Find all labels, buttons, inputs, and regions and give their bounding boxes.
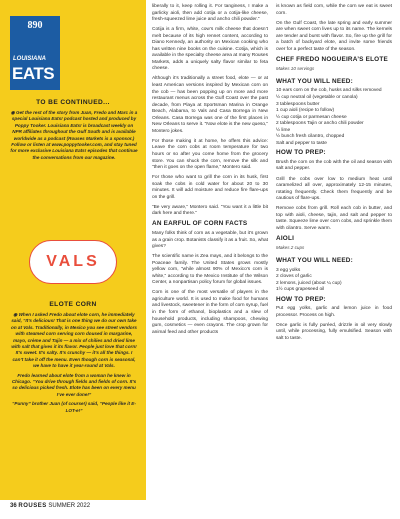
section-heading: AN EARFUL OF CORN FACTS <box>152 220 248 228</box>
list-item: Salt and pepper to taste <box>276 140 327 146</box>
paragraph: Many folks think of corn as a vegetable, but it’s grown as a grain crop. Botanists classify it as a fruit. So, what gives? <box>152 230 268 250</box>
paragraph: For those who want to grill the corn in its husk, first soak the cobs in cold water for about 20 to 30 minutes. It will add moisture and reduce fire flare-ups on the grill. <box>152 175 268 200</box>
recipe-title: CHEF FREDO NOGUEIRA’S ELOTE <box>276 55 388 63</box>
list-item: 3 egg yolks <box>276 267 301 273</box>
list-item: 10 ears corn on the cob, husks and silks removed <box>276 88 382 94</box>
issue-label: SUMMER 2022 <box>48 503 91 509</box>
elote-paragraph-3: “Punny” brother Juan (of course!) said, “People like it E-LOT-e!” <box>12 401 136 413</box>
paragraph: Corn is one of the most versatile of players in the agriculture world. It is used to make food for humans and livestock, sweetener in the form of corn syrup, fuel in the form of ethanol, bioplastics and a slew of household products, including shampoos, chewing gum, cosmetics — even crayons. The crop grown for animal feed and other products <box>152 290 268 335</box>
list-item: 2 cloves of garlic <box>276 274 312 280</box>
list-item: 2 lemons, juiced (about ¼ cup) <box>276 280 342 286</box>
vals-logo: VALS <box>29 240 117 284</box>
list-item: 1½ cups grapeseed oil <box>276 287 325 293</box>
logo-title: EATS <box>12 64 55 83</box>
method-step: Once garlic is fully puréed, drizzle in oil very slowly until, while processing, fully emulsified. Season with salt to taste. <box>276 322 392 341</box>
method-heading: HOW TO PREP: <box>276 149 326 157</box>
list-item: 3 tablespoons butter <box>276 101 320 107</box>
method-step: Put egg yolks, garlic and lemon juice in food processor. Process on high. <box>276 306 392 318</box>
list-item: ½ bunch fresh cilantro, chopped <box>276 134 345 140</box>
paragraph: is known as field corn, while the corn we eat is sweet corn. <box>276 4 392 16</box>
paragraph: On the Gulf Coast, the late spring and early summer are when sweet corn lives up to its name. The kernels are tender and burst with flavor. So, fire up the grill for a batch of backyard elote, and invite some friends over for a perfect taste of the season. <box>276 20 392 52</box>
list-item: ½ cup cotija or parmesan cheese <box>276 114 347 120</box>
ingredients-heading: WHAT YOU WILL NEED: <box>276 77 353 85</box>
method-step: Brush the corn on the cob with the oil and season with salt and pepper. <box>276 159 392 172</box>
bullet-icon: ◉ <box>13 312 19 317</box>
ingredient-list <box>276 268 392 294</box>
logo-series: LOUISIANA <box>13 56 46 62</box>
elote-heading: ELOTE CORN <box>49 301 97 308</box>
article-column-right <box>276 4 392 346</box>
sidebar-heading: TO BE CONTINUED... <box>36 99 110 106</box>
paragraph: The scientific name is Zea mays, and it belongs to the Poaceae family. The United States grows mostly yellow corn, “while almost 90% of Mexico’s corn is white,” according to the Mexico Institute of the Wilson Center, a nonpartisan policy forum for global issues. <box>152 254 268 286</box>
brand-name: ROUSES <box>18 503 47 509</box>
ingredient-list <box>276 88 392 147</box>
page-number: 36 <box>10 503 17 509</box>
paragraph: liberally to it, keep rolling it. For tanginess, I make a garlicky aioli, then add cotija or a cotija-like cheese, fresh-squeezed lime juice and ancho chili powder.” <box>152 4 268 23</box>
page-footer <box>10 503 90 509</box>
louisiana-eats-logo <box>10 16 60 90</box>
elote-sidebar-text: ◉ When I asked Fredo about elote corn, he immediately said, “It’s delicious! That is one thing we do our own take on at Vals. Traditionally, in Mexico you see street vendors with steamed corn serving corn doused in margarine, mayo, crème and Tajin — a mix of chilies and dried lime with salt that gives it its flavor. People just love that corn! It’s sweet. It’s salty. It’s crunchy — it’s all the things. I can’t take it off the menu. Even though corn is seasonal, we have to have it year-round at Vals. Fredo learned about elote from a woman he knew in Chicago. “You drive through fields and fields of corn. It’s so delicious picked fresh. Elote has been on every menu I’ve ever done!” “Punny” brother Juan (of course!) said, “People like it E-LOT-e!” <box>11 312 137 413</box>
play-icon: ◉ <box>10 110 17 115</box>
ingredients-heading: WHAT YOU WILL NEED: <box>276 257 353 264</box>
recipe-title: AIOLI <box>276 234 295 242</box>
paragraph: Although it’s traditionally a street food, elote — or at least American versions inspired by Mexican corn on the cob — has been popping up on more and more restaurant menus across the Gulf Coast over the past decade, from Playa at Sportsman Marina in Orange Beach, Alabama, to Vals and Casa Borrega in New Orleans. Casa Borrega was one of the first places in New Orleans to serve it. “Now elote is the new queso,” Montero jokes. <box>152 76 268 134</box>
sidebar-panel <box>0 0 146 500</box>
list-item: 2 tablespoons Tajin or ancho chili powder <box>276 121 364 127</box>
sidebar-intro: ◉ Get the rest of the story from Juan, Fredo and Marc in a special Louisiana Eats! podcast hosted and produced by Poppy Tooker. Louisiana Eats! is broadcast weekly on NPR affiliates throughout the Gulf South and is available worldwide as a podcast (Rouses Markets is a sponsor.) Follow or listen at www.poppytooker.com, and stay tuned for more exclusive Louisiana Eats! episodes that continue the conversations from our magazine. <box>10 110 138 160</box>
paragraph: For those making it at home, he offers this advice: Leave the corn cobs at room temperature for two hours or so after you come home from the grocery store. You can shuck the corn, remove the silk and “then it goes on the open flame,” Montero said. <box>152 138 268 171</box>
recipe-yield: Makes 10 servings <box>276 66 315 72</box>
list-item: ½ lime <box>276 127 291 133</box>
list-item: ½ cup neutral oil (vegetable or canola) <box>276 95 358 101</box>
list-item: 1 cup aioli (recipe to follow) <box>276 108 335 114</box>
elote-paragraph-2: Fredo learned about elote from a woman he knew in Chicago. “You drive through fields and fields of corn. It’s so delicious picked fresh. Elote has been on every menu I’ve ever done!” <box>11 372 137 397</box>
method-heading: HOW TO PREP: <box>276 295 326 303</box>
paragraph: “Be very aware,” Montero said. “You want it a little bit dark here and there.” <box>152 204 268 217</box>
method-step: Grill the cobs over low to medium heat until caramelized all over, approximately 12-15 minutes, rotating frequently. Check them frequently and be cautious of flare-ups. <box>276 176 392 202</box>
article-column-middle <box>152 4 268 340</box>
logo-issue: 890 <box>27 20 43 31</box>
paragraph: Cotija is a firm, white, cow’s milk cheese that doesn’t melt because of its high rennet content, according to Diano Kennedy, an authority on Mexican cooking who has written nine books on the cuisine. Cotija, which is available in the specialty cheese area at many Rouses Markets, adds a uniquely salty flavor similar to feta cheese. <box>152 27 268 72</box>
method-step: Remove cobs from grill. Roll each cob in butter, and top with aioli, cheese, tajin, and salt and pepper to taste. Squeeze lime over corn cobs, and sprinkle them with cilantro. Serve warm. <box>276 206 392 231</box>
recipe-yield: Makes 2 cups <box>276 245 305 251</box>
